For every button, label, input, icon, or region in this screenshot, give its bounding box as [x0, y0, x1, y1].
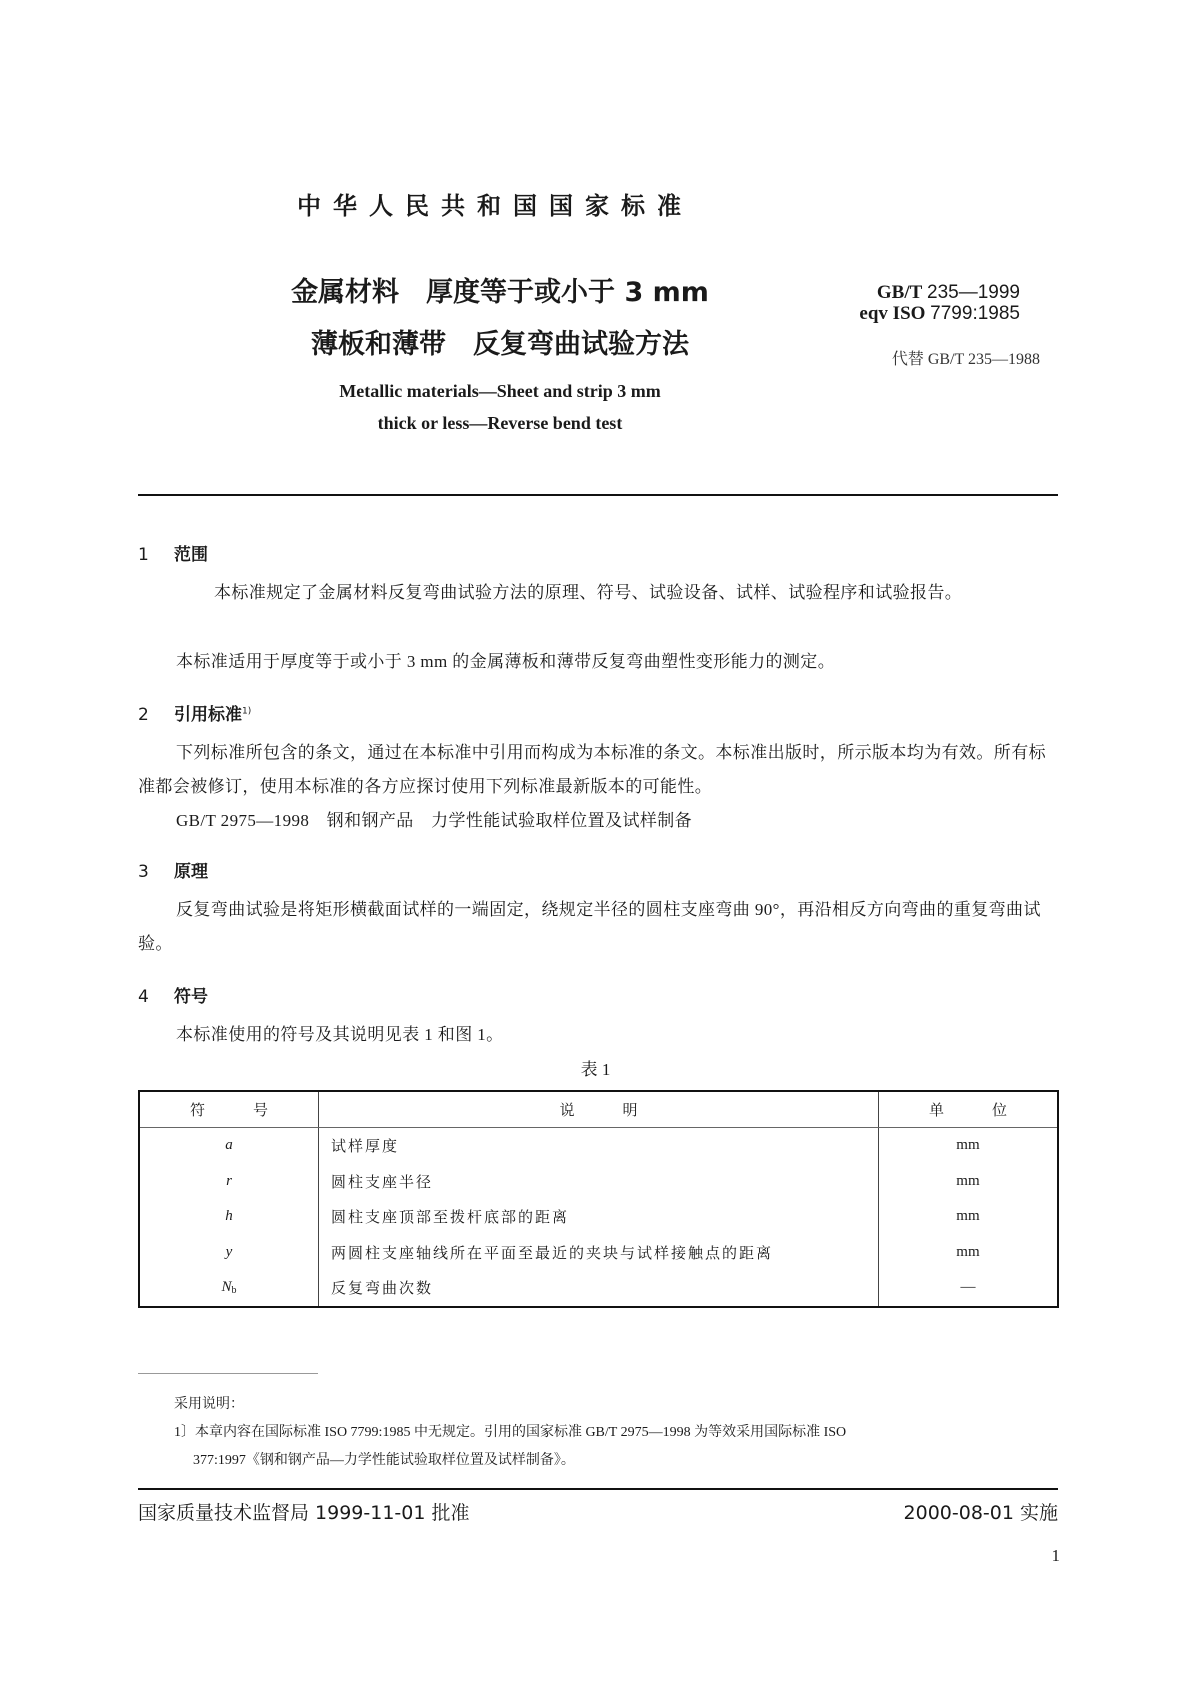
equivalent-standard	[800, 303, 1020, 325]
header-divider	[138, 494, 1058, 496]
section-number: 2	[138, 705, 149, 725]
symbols-table	[138, 1090, 1059, 1308]
description-cell: 试样厚度	[319, 1128, 879, 1164]
unit-cell: mm	[878, 1128, 1058, 1164]
standard-code-number: 235—1999	[927, 282, 1020, 303]
standard-code-prefix: GB/T	[876, 282, 923, 303]
unit-cell: mm	[878, 1199, 1058, 1235]
unit-cell: mm	[878, 1164, 1058, 1200]
symbol-cell	[139, 1164, 319, 1200]
unit-cell: —	[878, 1270, 1058, 1307]
table-header-row	[139, 1091, 1058, 1128]
symbol: r	[226, 1172, 232, 1189]
section-1-heading	[138, 540, 208, 565]
section-title: 符号	[174, 987, 208, 1007]
section-number: 4	[138, 987, 149, 1007]
footnote-heading: 采用说明：	[174, 1397, 244, 1412]
footnote-1-line-2: 377:1997《钢和钢产品—力学性能试验取样位置及试样制备》。	[193, 1453, 575, 1468]
table-row	[139, 1128, 1058, 1164]
replaces-standard: 代替 GB/T 235—1988	[891, 351, 1040, 368]
description-cell: 两圆柱支座轴线所在平面至最近的夹块与试样接触点的距离	[319, 1235, 879, 1271]
table-row	[139, 1199, 1058, 1235]
section-4-paragraph-1: 本标准使用的符号及其说明见表 1 和图 1。	[176, 1025, 504, 1044]
section-1-paragraph-2: 本标准适用于厚度等于或小于 3 mm 的金属薄板和薄带反复弯曲塑性变形能力的测定。	[176, 652, 836, 671]
equivalent-number: 7799:1985	[930, 303, 1020, 324]
section-4-heading	[138, 982, 208, 1007]
footnote-1-line-1: 1〕本章内容在国际标准 ISO 7799:1985 中无规定。引用的国家标准 GB/T 2975—1998 为等效采用国际标准 ISO	[174, 1425, 847, 1440]
title-en-line-1: Metallic materials—Sheet and strip 3 mm	[339, 381, 661, 401]
footer-divider	[138, 1488, 1058, 1490]
table-row	[139, 1164, 1058, 1200]
section-title: 范围	[174, 545, 208, 565]
symbol: a	[225, 1137, 233, 1154]
symbol-cell	[139, 1235, 319, 1271]
description-cell: 圆柱支座半径	[319, 1164, 879, 1200]
section-number: 3	[138, 862, 149, 882]
section-3-paragraph-1: 反复弯曲试验是将矩形横截面试样的一端固定，绕规定半径的圆柱支座弯曲 90°，再沿相反方向弯曲的重复弯曲试验。	[138, 900, 1041, 953]
table-row	[139, 1270, 1058, 1307]
description-cell: 圆柱支座顶部至拨杆底部的距离	[319, 1199, 879, 1235]
title-cn-line-2: 薄板和薄带 反复弯曲试验方法	[311, 329, 689, 360]
section-number: 1	[138, 545, 149, 565]
footnote-divider	[138, 1373, 318, 1374]
symbol: y	[225, 1243, 233, 1260]
symbol: h	[225, 1208, 233, 1225]
symbol-cell	[139, 1199, 319, 1235]
section-2-reference-entry: GB/T 2975—1998 钢和钢产品 力学性能试验取样位置及试样制备	[176, 811, 693, 830]
table-row	[139, 1235, 1058, 1271]
implementation-date: 2000-08-01 实施	[903, 1502, 1058, 1524]
header-symbol: 符号	[139, 1091, 319, 1128]
section-title: 原理	[174, 862, 208, 882]
standard-code	[800, 282, 1020, 304]
section-1-paragraph-1: 本标准规定了金属材料反复弯曲试验方法的原理、符号、试验设备、试样、试验程序和试验报告。	[214, 583, 963, 602]
equivalent-prefix: eqv ISO	[859, 303, 926, 324]
symbol: N	[221, 1279, 232, 1296]
section-2-heading	[138, 700, 251, 725]
section-title: 引用标准	[174, 705, 242, 725]
approval-date: 国家质量技术监督局 1999-11-01 批准	[138, 1502, 470, 1524]
page-number: 1	[1051, 1546, 1060, 1565]
national-standard-heading: 中华人民共和国国家标准	[297, 192, 693, 220]
header-description: 说明	[319, 1091, 879, 1128]
title-en-line-2: thick or less—Reverse bend test	[377, 413, 623, 433]
symbol-cell	[139, 1270, 319, 1307]
symbol-cell	[139, 1128, 319, 1164]
symbol-subscript: b	[231, 1285, 237, 1297]
section-2-paragraph-1: 下列标准所包含的条文，通过在本标准中引用而构成为本标准的条文。本标准出版时，所示版本均为有效。所有标准都会被修订，使用本标准的各方应探讨使用下列标准最新版本的可能性。	[138, 743, 1046, 796]
table-caption: 表 1	[580, 1060, 611, 1079]
footnote-reference: 1)	[242, 706, 252, 717]
unit-cell: mm	[878, 1235, 1058, 1271]
header-unit: 单位	[878, 1091, 1058, 1128]
title-cn-line-1: 金属材料 厚度等于或小于 3 mm	[291, 277, 709, 308]
description-cell: 反复弯曲次数	[319, 1270, 879, 1307]
section-3-heading	[138, 857, 208, 882]
